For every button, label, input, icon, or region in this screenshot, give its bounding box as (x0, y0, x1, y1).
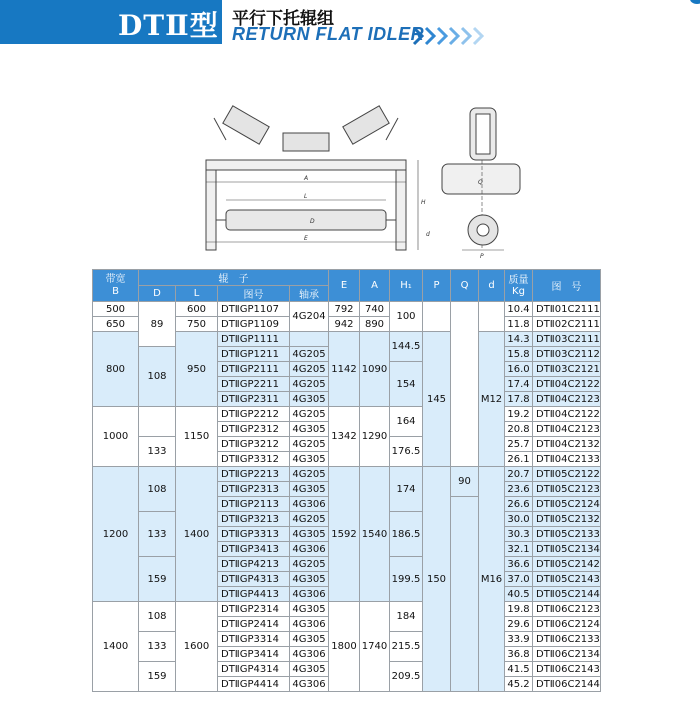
cell-drawing-no: DTⅡ03C2111 (533, 332, 601, 347)
title-english: RETURN FLAT IDLER (232, 24, 425, 44)
cell-drawing-no: DTⅡ05C2122 (533, 467, 601, 482)
cell-D: 159 (139, 662, 176, 692)
header-H: H₁ (390, 270, 423, 302)
table-row (93, 602, 601, 617)
cell-drawing-no: DTⅡ04C2123 (533, 422, 601, 437)
cell-mass: 33.9 (505, 632, 533, 647)
cell-mass: 30.3 (505, 527, 533, 542)
cell-tuhao: DTⅡGP3314 (218, 632, 290, 647)
cell-drawing-no: DTⅡ05C2132 (533, 512, 601, 527)
cell-bearing: 4G305 (290, 452, 329, 467)
cell-D-cont (139, 407, 176, 437)
dim-label-H: H (421, 199, 426, 206)
cell-mass: 45.2 (505, 677, 533, 692)
cell-tuhao: DTⅡGP2213 (218, 467, 290, 482)
cell-Q-empty (451, 302, 479, 467)
cell-A: 1290 (360, 407, 390, 467)
cell-E: 942 (329, 317, 360, 332)
cell-Q-empty (451, 497, 479, 692)
header-L: L (176, 286, 218, 302)
cell-mass: 41.5 (505, 662, 533, 677)
cell-A: 1740 (360, 602, 390, 692)
cell-bearing: 4G306 (290, 647, 329, 662)
cell-H: 199.5 (390, 557, 423, 602)
cell-L: 750 (176, 317, 218, 332)
corner-dot (690, 0, 700, 4)
cell-E: 1142 (329, 332, 360, 407)
cell-drawing-no: DTⅡ04C2132 (533, 437, 601, 452)
cell-L: 1400 (176, 467, 218, 602)
cell-drawing-no: DTⅡ02C2111 (533, 317, 601, 332)
spec-table (92, 269, 601, 692)
cell-drawing-no: DTⅡ05C2143 (533, 572, 601, 587)
cell-mass: 36.8 (505, 647, 533, 662)
header-Q: Q (451, 270, 479, 302)
cell-tuhao: DTⅡGP3213 (218, 512, 290, 527)
cell-P-empty (423, 302, 451, 332)
cell-L: 1600 (176, 602, 218, 692)
header-roller: 辊 子 (139, 270, 329, 286)
cell-tuhao: DTⅡGP2212 (218, 407, 290, 422)
cell-D: 133 (139, 632, 176, 662)
cell-tuhao: DTⅡGP3413 (218, 542, 290, 557)
header-d: d (479, 270, 505, 302)
cell-mass: 30.0 (505, 512, 533, 527)
idler-technical-drawing (200, 100, 530, 260)
cell-bearing: 4G305 (290, 632, 329, 647)
dim-label-E: E (304, 235, 308, 242)
cell-H: 186.5 (390, 512, 423, 557)
cell-drawing-no: DTⅡ06C2144 (533, 677, 601, 692)
cell-mass: 10.4 (505, 302, 533, 317)
header-drawing-no: 图 号 (533, 270, 601, 302)
cell-bearing: 4G306 (290, 617, 329, 632)
dim-label-P: P (480, 253, 484, 260)
cell-tuhao: DTⅡGP4414 (218, 677, 290, 692)
cell-H: 209.5 (390, 662, 423, 692)
cell-tuhao: DTⅡGP4313 (218, 572, 290, 587)
cell-D: 108 (139, 347, 176, 407)
table-row (93, 407, 601, 422)
cell-drawing-no: DTⅡ04C2122 (533, 377, 601, 392)
cell-H: 164 (390, 407, 423, 437)
cell-L: 950 (176, 332, 218, 407)
cell-drawing-no: DTⅡ04C2123 (533, 392, 601, 407)
cell-mass: 19.2 (505, 407, 533, 422)
cell-tuhao: DTⅡGP4213 (218, 557, 290, 572)
header-bearing: 轴承 (290, 286, 329, 302)
cell-mass: 16.0 (505, 362, 533, 377)
cell-drawing-no: DTⅡ05C2124 (533, 497, 601, 512)
cell-bearing: 4G306 (290, 497, 329, 512)
cell-D: 133 (139, 437, 176, 467)
cell-E: 1342 (329, 407, 360, 467)
header-tuhao: 图号 (218, 286, 290, 302)
cell-bearing: 4G205 (290, 347, 329, 362)
cell-d: M12 (479, 332, 505, 467)
cell-mass: 23.6 (505, 482, 533, 497)
cell-D: 159 (139, 557, 176, 602)
cell-tuhao: DTⅡGP2211 (218, 377, 290, 392)
cell-H: 100 (390, 302, 423, 332)
cell-tuhao: DTⅡGP2311 (218, 392, 290, 407)
cell-tuhao: DTⅡGP3414 (218, 647, 290, 662)
cell-mass: 40.5 (505, 587, 533, 602)
cell-tuhao: DTⅡGP4413 (218, 587, 290, 602)
cell-bearing: 4G205 (290, 512, 329, 527)
cell-bearing: 4G205 (290, 437, 329, 452)
cell-tuhao: DTⅡGP2113 (218, 497, 290, 512)
cell-bearing: 4G205 (290, 407, 329, 422)
header-A: A (360, 270, 390, 302)
dim-label-Q: Q (478, 179, 483, 186)
cell-drawing-no: DTⅡ05C2133 (533, 527, 601, 542)
dim-label-d: d (426, 231, 430, 238)
cell-mass: 26.1 (505, 452, 533, 467)
cell-B: 650 (93, 317, 139, 332)
cell-d-empty (479, 302, 505, 332)
cell-mass: 26.6 (505, 497, 533, 512)
header-banner (0, 0, 222, 44)
cell-tuhao: DTⅡGP3212 (218, 437, 290, 452)
model-title: DTⅡ型 (118, 9, 219, 42)
cell-B: 800 (93, 332, 139, 407)
cell-bearing: 4G204 (290, 302, 329, 332)
cell-tuhao: DTⅡGP2314 (218, 602, 290, 617)
cell-D: 133 (139, 512, 176, 557)
header-belt-width: 带宽 B (93, 270, 139, 302)
cell-mass: 17.8 (505, 392, 533, 407)
cell-B: 1200 (93, 467, 139, 602)
cell-A: 890 (360, 317, 390, 332)
cell-H: 184 (390, 602, 423, 632)
dim-label-L: L (304, 193, 308, 200)
cell-mass: 20.8 (505, 422, 533, 437)
table-row (93, 302, 601, 317)
cell-mass: 11.8 (505, 317, 533, 332)
cell-D: 108 (139, 467, 176, 512)
chevron-arrows-icon (412, 26, 502, 46)
cell-mass: 36.6 (505, 557, 533, 572)
cell-Q: 90 (451, 467, 479, 497)
cell-H: 174 (390, 467, 423, 512)
cell-bearing: 4G306 (290, 587, 329, 602)
cell-drawing-no: DTⅡ05C2134 (533, 542, 601, 557)
dim-label-A: A (304, 175, 309, 182)
header-E: E (329, 270, 360, 302)
cell-tuhao: DTⅡGP4314 (218, 662, 290, 677)
cell-drawing-no: DTⅡ06C2134 (533, 647, 601, 662)
header-P: P (423, 270, 451, 302)
cell-drawing-no: DTⅡ06C2143 (533, 662, 601, 677)
cell-drawing-no: DTⅡ05C2144 (533, 587, 601, 602)
cell-D: 89 (139, 302, 176, 347)
cell-bearing: 4G306 (290, 542, 329, 557)
cell-tuhao: DTⅡGP1211 (218, 347, 290, 362)
cell-E: 1800 (329, 602, 360, 692)
cell-bearing: 4G205 (290, 362, 329, 377)
cell-drawing-no: DTⅡ06C2124 (533, 617, 601, 632)
cell-mass: 37.0 (505, 572, 533, 587)
cell-D: 108 (139, 602, 176, 632)
cell-tuhao: DTⅡGP2312 (218, 422, 290, 437)
cell-drawing-no: DTⅡ04C2133 (533, 452, 601, 467)
cell-P: 145 (423, 332, 451, 467)
cell-tuhao: DTⅡGP3312 (218, 452, 290, 467)
cell-P: 150 (423, 467, 451, 692)
cell-mass: 19.8 (505, 602, 533, 617)
cell-L: 600 (176, 302, 218, 317)
cell-bearing: 4G205 (290, 557, 329, 572)
cell-B: 1000 (93, 407, 139, 467)
cell-L: 1150 (176, 407, 218, 467)
cell-bearing: 4G305 (290, 572, 329, 587)
cell-tuhao: DTⅡGP2313 (218, 482, 290, 497)
cell-bearing: 4G306 (290, 677, 329, 692)
dim-label-D: D (310, 218, 315, 225)
cell-H: 176.5 (390, 437, 423, 467)
cell-bearing: 4G305 (290, 482, 329, 497)
cell-tuhao: DTⅡGP2111 (218, 362, 290, 377)
cell-E: 792 (329, 302, 360, 317)
cell-bearing: 4G205 (290, 377, 329, 392)
cell-bearing: 4G305 (290, 422, 329, 437)
cell-mass: 17.4 (505, 377, 533, 392)
cell-drawing-no: DTⅡ05C2142 (533, 557, 601, 572)
cell-H: 144.5 (390, 332, 423, 362)
cell-bearing: 4G305 (290, 392, 329, 407)
cell-mass: 20.7 (505, 467, 533, 482)
cell-drawing-no: DTⅡ03C2121 (533, 362, 601, 377)
cell-bearing: 4G305 (290, 527, 329, 542)
cell-bearing (290, 332, 329, 347)
cell-d: M16 (479, 467, 505, 692)
header-D: D (139, 286, 176, 302)
cell-tuhao: DTⅡGP1109 (218, 317, 290, 332)
cell-tuhao: DTⅡGP3313 (218, 527, 290, 542)
cell-tuhao: DTⅡGP2414 (218, 617, 290, 632)
cell-mass: 29.6 (505, 617, 533, 632)
cell-bearing: 4G305 (290, 602, 329, 617)
cell-B: 1400 (93, 602, 139, 692)
cell-drawing-no: DTⅡ05C2123 (533, 482, 601, 497)
cell-H: 215.5 (390, 632, 423, 662)
cell-drawing-no: DTⅡ06C2123 (533, 602, 601, 617)
cell-A: 740 (360, 302, 390, 317)
cell-E: 1592 (329, 467, 360, 602)
cell-mass: 25.7 (505, 437, 533, 452)
cell-drawing-no: DTⅡ06C2133 (533, 632, 601, 647)
table-row (93, 467, 601, 482)
cell-tuhao: DTⅡGP1107 (218, 302, 290, 317)
cell-drawing-no: DTⅡ04C2122 (533, 407, 601, 422)
cell-A: 1090 (360, 332, 390, 407)
cell-mass: 15.8 (505, 347, 533, 362)
title-chinese: 平行下托辊组 (232, 9, 334, 29)
cell-drawing-no: DTⅡ03C2112 (533, 347, 601, 362)
cell-drawing-no: DTⅡ01C2111 (533, 302, 601, 317)
cell-A: 1540 (360, 467, 390, 602)
cell-B: 500 (93, 302, 139, 317)
cell-H: 154 (390, 362, 423, 407)
header-mass: 质量 Kg (505, 270, 533, 302)
cell-mass: 32.1 (505, 542, 533, 557)
cell-bearing: 4G305 (290, 662, 329, 677)
cell-tuhao: DTⅡGP1111 (218, 332, 290, 347)
cell-mass: 14.3 (505, 332, 533, 347)
cell-bearing: 4G205 (290, 467, 329, 482)
